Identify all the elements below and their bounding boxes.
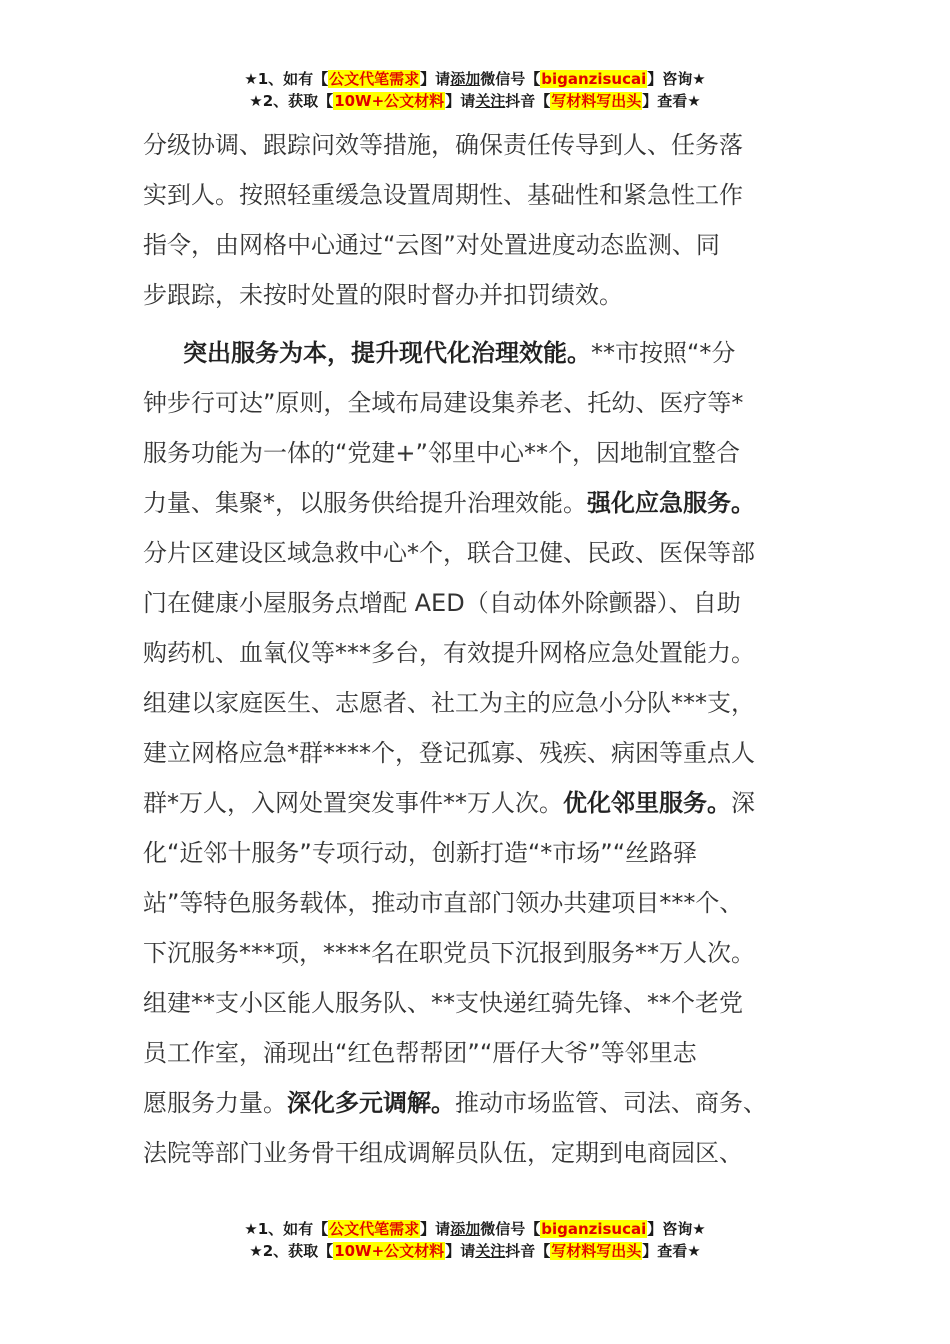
text-line: 组建**支小区能人服务队、**支快递红骑先锋、**个老党 <box>143 989 743 1017</box>
banner-text: 】查看★ <box>642 92 701 110</box>
banner-text: 微信号【 <box>480 70 541 88</box>
text-line: 建立网格应急*群****个，登记孤寡、残疾、病困等重点人 <box>143 739 755 767</box>
text-line: 服务功能为一体的“党建+”邻里中心**个，因地制宜整合 <box>143 439 740 467</box>
banner-text: 抖音【 <box>505 92 551 110</box>
text-run: 力量、集聚*，以服务供给提升治理效能。 <box>143 489 587 517</box>
text-line <box>143 778 813 828</box>
banner-text: 】咨询★ <box>647 1220 706 1238</box>
text-line <box>143 1078 813 1128</box>
text-line: 下沉服务***项，****名在职党员下沉报到服务**万人次。 <box>143 939 755 967</box>
banner-underline: 关注 <box>475 92 506 110</box>
text-run: **市按照“*分 <box>591 339 736 367</box>
banner-underline: 关注 <box>475 1242 506 1260</box>
banner-line-1 <box>0 68 950 90</box>
banner-text: 】请 <box>445 1242 476 1260</box>
text-line: 站”等特色服务载体，推动市直部门领办共建项目***个、 <box>143 889 744 917</box>
banner-text: 】请 <box>420 70 451 88</box>
text-run: 愿服务力量。 <box>143 1089 287 1117</box>
banner-text: ★2、获取【 <box>249 1242 334 1260</box>
header-banner <box>0 68 950 112</box>
paragraph-gap <box>143 320 813 328</box>
banner-wechat-id: biganzisucai <box>541 1220 647 1238</box>
banner-line-2 <box>0 90 950 112</box>
banner-text: ★1、如有【 <box>244 1220 329 1238</box>
paragraph-heading-line <box>143 328 813 378</box>
text-line: 步跟踪，未按时处置的限时督办并扣罚绩效。 <box>143 281 623 309</box>
banner-highlight: 10W+公文材料 <box>334 92 445 110</box>
text-line: 指令，由网格中心通过“云图”对处置进度动态监测、同 <box>143 231 720 259</box>
footer-banner <box>0 1218 950 1262</box>
subheading-neighborhood: 优化邻里服务。 <box>563 789 731 817</box>
banner-text: 】请 <box>445 92 476 110</box>
text-line: 实到人。按照轻重缓急设置周期性、基础性和紧急性工作 <box>143 181 743 209</box>
text-line: 组建以家庭医生、志愿者、社工为主的应急小分队***支， <box>143 689 755 717</box>
banner-line-1 <box>0 1218 950 1240</box>
text-line: 分片区建设区域急救中心*个，联合卫健、民政、医保等部 <box>143 539 755 567</box>
banner-highlight: 公文代笔需求 <box>329 70 420 88</box>
subheading-emergency: 强化应急服务。 <box>587 489 755 517</box>
text-line: 门在健康小屋服务点增配 AED（自动体外除颤器）、自助 <box>143 589 741 617</box>
text-line: 购药机、血氧仪等***多台，有效提升网格应急处置能力。 <box>143 639 755 667</box>
text-line: 分级协调、跟踪问效等措施，确保责任传导到人、任务落 <box>143 131 743 159</box>
text-line: 法院等部门业务骨干组成调解员队伍，定期到电商园区、 <box>143 1139 743 1167</box>
banner-underline: 添加 <box>450 70 481 88</box>
text-line <box>143 478 813 528</box>
banner-text: 微信号【 <box>480 1220 541 1238</box>
banner-text: 】咨询★ <box>647 70 706 88</box>
banner-text: 】查看★ <box>642 1242 701 1260</box>
banner-highlight: 公文代笔需求 <box>329 1220 420 1238</box>
banner-text: 抖音【 <box>505 1242 551 1260</box>
text-line: 化“近邻十服务”专项行动，创新打造“*市场”“丝路驿 <box>143 839 698 867</box>
banner-text: ★1、如有【 <box>244 70 329 88</box>
section-heading: 突出服务为本，提升现代化治理效能。 <box>183 339 591 367</box>
text-run: 群*万人，入网处置突发事件**万人次。 <box>143 789 563 817</box>
banner-text: 】请 <box>420 1220 451 1238</box>
document-body <box>143 120 813 1178</box>
text-run: 深 <box>731 789 755 817</box>
subheading-mediation: 深化多元调解。 <box>287 1089 455 1117</box>
banner-wechat-id: biganzisucai <box>541 70 647 88</box>
banner-account: 写材料写出头 <box>551 92 642 110</box>
banner-line-2 <box>0 1240 950 1262</box>
banner-highlight: 10W+公文材料 <box>334 1242 445 1260</box>
text-line: 员工作室，涌现出“红色帮帮团”“厝仔大爷”等邻里志 <box>143 1039 697 1067</box>
text-line: 钟步行可达”原则，全域布局建设集养老、托幼、医疗等* <box>143 389 744 417</box>
banner-text: ★2、获取【 <box>249 92 334 110</box>
text-run: 推动市场监管、司法、商务、 <box>455 1089 767 1117</box>
banner-underline: 添加 <box>450 1220 481 1238</box>
banner-account: 写材料写出头 <box>551 1242 642 1260</box>
